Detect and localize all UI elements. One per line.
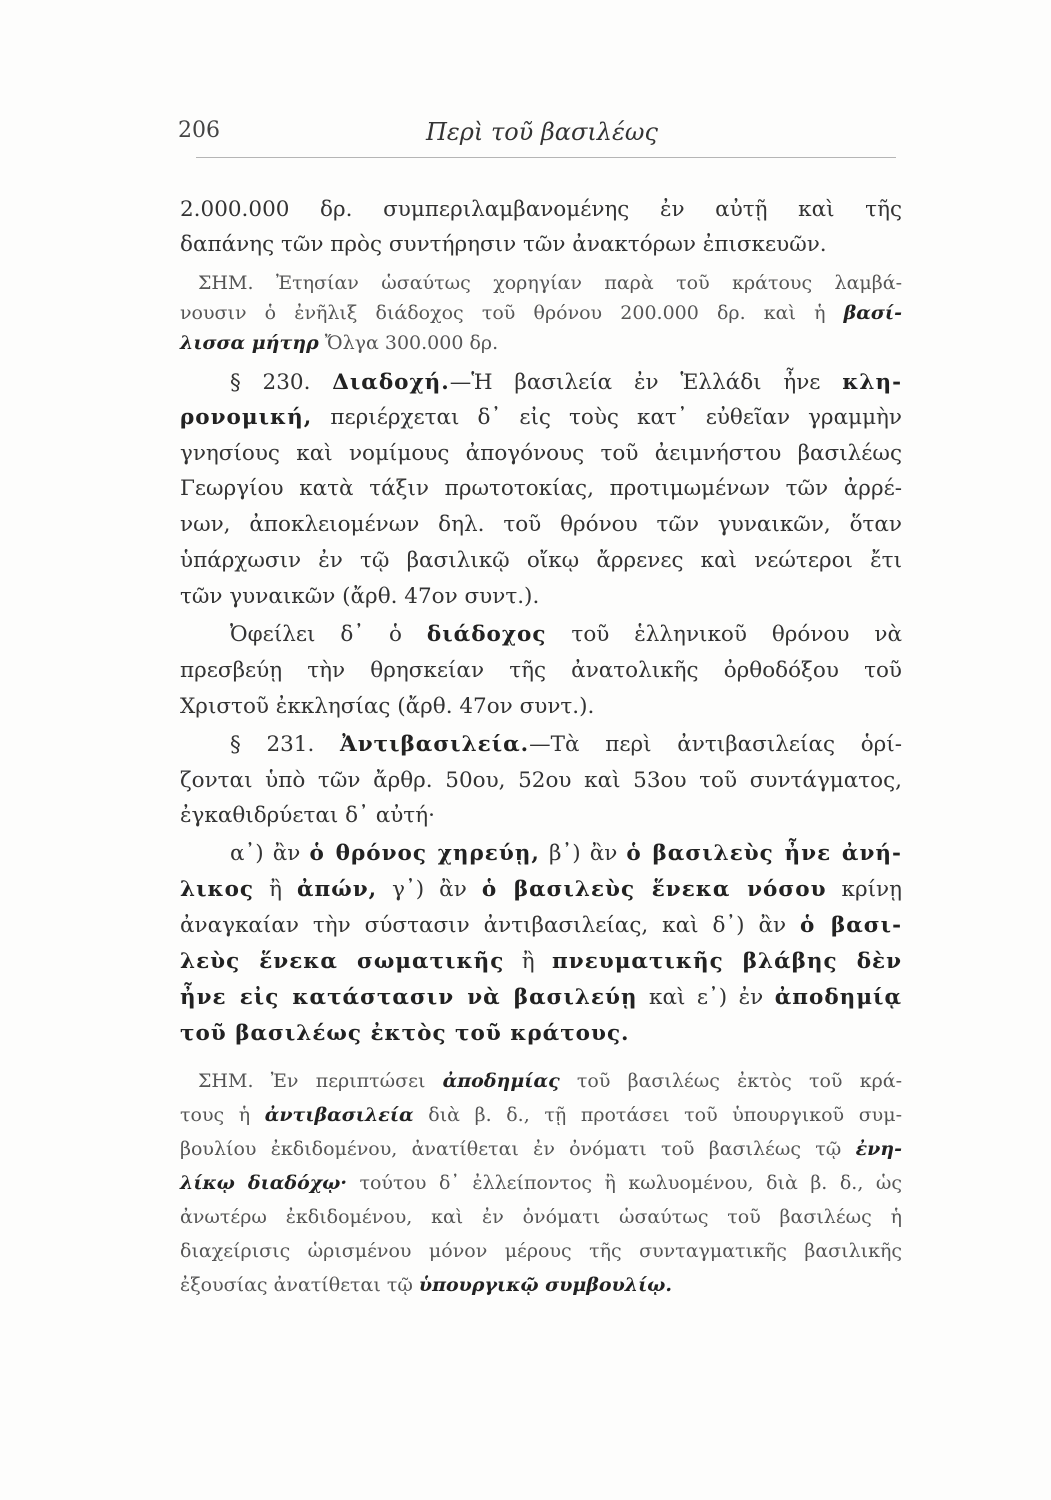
section-230-heading: § 230. Διαδοχή.—Ἡ βασιλεία ἐν Ἑλλάδι ἦνε κλη- [230, 370, 902, 395]
note-line: βουλίου ἐκδιδομένου, ἀνατίθεται ἐν ὀνόματι τοῦ βασιλέως τῷ ἐνη- [180, 1138, 902, 1160]
note-line: ΣΗΜ. Ἐτησίαν ὡσαύτως χορηγίαν παρὰ τοῦ κράτους λαμβά- [198, 272, 902, 294]
text-line: ἀναγκαίαν τὴν σύστασιν ἀντιβασιλείας, καὶ δ᾽) ἂν ὁ βασι- [180, 913, 902, 938]
text-line: ρονομική, περιέρχεται δ᾽ εἰς τοὺς κατ᾽ εὐθεῖαν γραμμὴν [180, 405, 902, 430]
text-line: Χριστοῦ ἐκκλησίας (ἄρθ. 47ον συντ.). [180, 694, 595, 719]
note-line: λισσα μήτηρ Ὄλγα 300.000 δρ. [180, 332, 499, 354]
text-line: ζονται ὑπὸ τῶν ἄρθρ. 50ου, 52ου καὶ 53ου τοῦ συντάγματος, [180, 768, 902, 793]
note-line: λίκῳ διαδόχῳ· τούτου δ᾽ ἐλλείποντος ἢ κωλυομένου, διὰ β. δ., ὡς [180, 1172, 902, 1194]
note-line: τους ἡ ἀντιβασιλεία διὰ β. δ., τῇ προτάσει τοῦ ὑπουργικοῦ συμ- [180, 1104, 902, 1126]
page-header [178, 118, 896, 158]
header-rule [196, 157, 896, 158]
text-line: τοῦ βασιλέως ἐκτὸς τοῦ κράτους. [180, 1021, 630, 1046]
text-line: ἐγκαθιδρύεται δ᾽ αὐτή· [180, 803, 435, 828]
note-line: ἀνωτέρω ἐκδιδομένου, καὶ ἐν ὀνόματι ὡσαύτως τοῦ βασιλέως ἡ [180, 1206, 902, 1228]
text-line: ἦνε εἰς κατάστασιν νὰ βασιλεύῃ καὶ ε᾽) ἐν ἀποδημίᾳ [180, 985, 902, 1010]
text-line: νων, ἀποκλειομένων δηλ. τοῦ θρόνου τῶν γυναικῶν, ὅταν [180, 512, 902, 537]
text-line: ὑπάρχωσιν ἐν τῷ βασιλικῷ οἴκῳ ἄρρενες καὶ νεώτεροι ἔτι [180, 548, 902, 573]
text-line: δαπάνης τῶν πρὸς συντήρησιν τῶν ἀνακτόρων ἐπισκευῶν. [180, 232, 827, 257]
running-title: Περὶ τοῦ βασιλέως [426, 118, 658, 146]
text-line: 2.000.000 δρ. συμπεριλαμβανομένης ἐν αὐτῇ καὶ τῆς [180, 197, 902, 222]
note-line: νουσιν ὁ ἐνῆλιξ διάδοχος τοῦ θρόνου 200.000 δρ. καὶ ἡ βασί- [180, 302, 902, 324]
text-line: Γεωργίου κατὰ τάξιν πρωτοτοκίας, προτιμωμένων τῶν ἀρρέ- [180, 476, 902, 501]
section-231-heading: § 231. Ἀντιβασιλεία.—Τὰ περὶ ἀντιβασιλείας ὁρί- [230, 732, 902, 757]
text-line: πρεσβεύῃ τὴν θρησκείαν τῆς ἀνατολικῆς ὀρθοδόξου τοῦ [180, 658, 902, 683]
text-line: Ὀφείλει δ᾽ ὁ διάδοχος τοῦ ἑλληνικοῦ θρόνου νὰ [230, 622, 902, 647]
text-line: τῶν γυναικῶν (ἄρθ. 47ον συντ.). [180, 584, 540, 609]
note-line: ἐξουσίας ἀνατίθεται τῷ ὑπουργικῷ συμβουλίῳ. [180, 1274, 672, 1296]
note-line: ΣΗΜ. Ἐν περιπτώσει ἀποδημίας τοῦ βασιλέως ἐκτὸς τοῦ κρά- [198, 1070, 902, 1092]
note-line: διαχείρισις ὡρισμένου μόνον μέρους τῆς συνταγματικῆς βασιλικῆς [180, 1240, 902, 1262]
page-number: 206 [178, 118, 220, 143]
text-line: λικος ἢ ἀπών, γ᾽) ἂν ὁ βασιλεὺς ἕνεκα νόσου κρίνῃ [180, 877, 902, 902]
text-line: α᾽) ἂν ὁ θρόνος χηρεύῃ, β᾽) ἂν ὁ βασιλεὺς ἦνε ἀνή- [230, 841, 902, 866]
text-line: λεὺς ἕνεκα σωματικῆς ἢ πνευματικῆς βλάβης δὲν [180, 949, 903, 974]
text-line: γνησίους καὶ νομίμους ἀπογόνους τοῦ ἀειμνήστου βασιλέως [180, 441, 902, 466]
